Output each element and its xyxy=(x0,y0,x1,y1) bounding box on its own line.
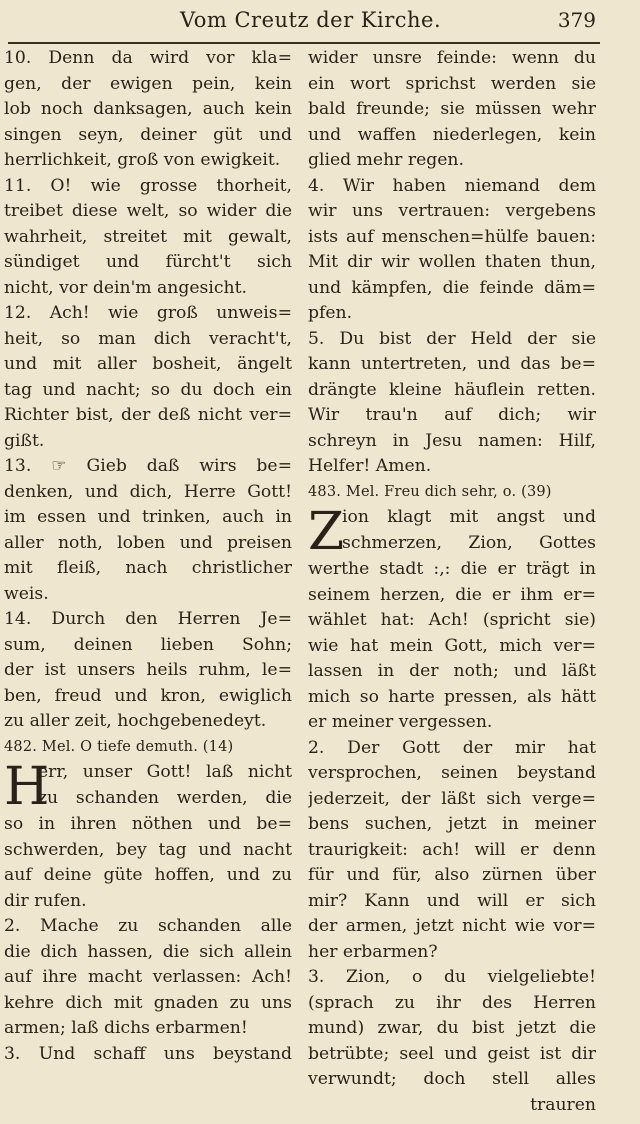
hymn-483-verse-2 xyxy=(308,736,596,966)
text-line: mit fleiß, nach christlicher xyxy=(4,558,292,578)
text-line: mir? Kann und will er sich xyxy=(308,890,596,911)
text-line: lassen in der noth; und läßt xyxy=(308,661,596,681)
text-line: treibet diese welt, so wider die xyxy=(4,201,292,221)
text-line: auf deine güte hoffen, und zu xyxy=(4,865,292,885)
left-column xyxy=(4,46,292,1067)
text-line: ein wort sprichst werden sie xyxy=(308,73,596,94)
text-line: weis. xyxy=(4,583,49,604)
text-line: versprochen, seinen beystand xyxy=(308,763,596,783)
text-line: wahrheit, streitet mit gewalt, xyxy=(4,226,292,247)
text-line: bald freunde; sie müssen wehr xyxy=(308,99,596,119)
text-line: 2. Mache zu schanden alle xyxy=(4,916,292,936)
text-line: aller noth, loben und preisen xyxy=(4,532,292,553)
verse-10 xyxy=(4,46,292,174)
hymn-482-verse-4 xyxy=(308,174,596,327)
text-line: nicht, vor dein'm angesicht. xyxy=(4,277,247,298)
text-line: herrlichkeit, groß von ewigkeit. xyxy=(4,150,281,170)
hymn-483-verse-3 xyxy=(308,965,596,1093)
hymn-482-verse-2 xyxy=(4,914,292,1042)
text-line: jederzeit, der läßt sich verge= xyxy=(308,788,596,809)
text-line: schreyn in Jesu namen: Hilf, xyxy=(308,430,596,451)
text-line: 4. Wir haben niemand dem xyxy=(308,175,596,196)
verse-13 xyxy=(4,454,292,607)
text-line: 11. O! wie grosse thorheit, xyxy=(4,175,292,196)
text-line: Mit dir wir wollen thaten thun, xyxy=(308,252,596,272)
text-line: wie hat mein Gott, mich ver= xyxy=(308,635,596,656)
verse-12 xyxy=(4,301,292,454)
text-line: seinem herzen, die er ihm er= xyxy=(308,584,596,605)
text-line: auf ihre macht verlassen: Ach! xyxy=(4,967,292,987)
text-line: gen, der ewigen pein, kein xyxy=(4,73,292,94)
text-line: werthe stadt :,: die er trägt in xyxy=(308,559,596,579)
text-line: 5. Du bist der Held der sie xyxy=(308,328,596,349)
text-line: denken, und dich, Herre Gott! xyxy=(4,481,292,502)
hymn-483-verse-1 xyxy=(308,502,596,736)
text-line: und waffen niederlegen, kein xyxy=(308,124,596,145)
hymn-482-verse-5 xyxy=(308,327,596,480)
text-line: im essen und trinken, auch in xyxy=(4,507,292,527)
text-line: heit, so man dich veracht't, xyxy=(4,328,292,349)
text-line: Helfer! Amen. xyxy=(308,456,432,476)
text-line: und kämpfen, die feinde däm= xyxy=(308,277,596,298)
text-line: mich so harte pressen, als hätt xyxy=(308,686,596,707)
text-line: Richter bist, der deß nicht ver= xyxy=(4,405,292,425)
text-line: ion klagt mit angst und xyxy=(342,507,596,527)
text-line: ben, freud und kron, ewiglich xyxy=(4,685,292,706)
text-line: 10. Denn da wird vor kla= xyxy=(4,48,292,68)
text-line: mund) zwar, du bist jetzt die xyxy=(308,1018,596,1038)
text-line: wir uns vertrauen: vergebens xyxy=(308,201,596,221)
right-column xyxy=(308,46,596,1118)
text-line: kehre dich mit gnaden zu uns xyxy=(4,992,292,1013)
text-line: die dich hassen, die sich allein xyxy=(4,941,292,962)
hymn-482-heading: 482. Mel. O tiefe demuth. (14) xyxy=(4,738,234,755)
text-line: schmerzen, Zion, Gottes xyxy=(342,532,596,553)
verse-11 xyxy=(4,174,292,302)
text-line: sum, deinen lieben Sohn; xyxy=(4,634,292,655)
text-line: Wir trau'n auf dich; wir xyxy=(308,405,596,425)
text-line: der armen, jetzt nicht wie vor= xyxy=(308,916,596,936)
text-line: gißt. xyxy=(4,430,45,451)
text-line: singen seyn, deiner güt und xyxy=(4,124,292,145)
drop-capital: H xyxy=(4,757,50,817)
hymn-482-verse-3-start: 3. Und schaff uns beystand xyxy=(4,1043,292,1064)
text-line: lob noch danksagen, auch kein xyxy=(4,99,292,119)
text-line: 2. Der Gott der mir hat xyxy=(308,737,596,758)
page-number: 379 xyxy=(557,8,596,32)
running-head: Vom Creutz der Kirche. xyxy=(180,8,442,32)
text-line: zu aller zeit, hochgebenedeyt. xyxy=(4,711,267,731)
text-line: sündiget und fürcht't sich xyxy=(4,252,292,272)
verse-14 xyxy=(4,607,292,735)
text-line: kann untertreten, und das be= xyxy=(308,354,596,374)
text-line: betrübte; seel und geist ist dir xyxy=(308,1043,596,1064)
catchword: trauren xyxy=(530,1094,596,1115)
text-line: glied mehr regen. xyxy=(308,150,464,170)
text-line: und mit aller bosheit, ängelt xyxy=(4,354,292,374)
text-line: für und für, also zürnen über xyxy=(308,865,596,885)
hymn-483-heading: 483. Mel. Freu dich sehr, o. (39) xyxy=(308,483,552,500)
page-header xyxy=(0,6,640,40)
text-line: 12. Ach! wie groß unweis= xyxy=(4,303,292,323)
text-line: armen; laß dichs erbarmen! xyxy=(4,1018,248,1038)
text-line: drängte kleine häuflein retten. xyxy=(308,379,596,400)
hymn-482-verse-3-continued xyxy=(308,46,596,174)
text-line: verwundt; doch stell alles xyxy=(308,1069,596,1089)
drop-capital: Z xyxy=(308,502,345,562)
text-line: er meiner vergessen. xyxy=(308,712,493,732)
text-line: pfen. xyxy=(308,303,353,323)
text-line: ists auf menschen=hülfe bauen: xyxy=(308,226,596,247)
text-line: schwerden, bey tag und nacht xyxy=(4,839,292,860)
text-line: 3. Zion, o du vielgeliebte! xyxy=(308,967,596,987)
text-line: wählet hat: Ach! (spricht sie) xyxy=(308,610,596,630)
text-line: 13. ☞ Gieb daß wirs be= xyxy=(4,456,292,476)
text-line: her erbarmen? xyxy=(308,941,438,962)
text-line: wider unsre feinde: wenn du xyxy=(308,48,596,68)
text-line: traurigkeit: ach! will er denn xyxy=(308,839,596,860)
text-line: der ist unsers heils ruhm, le= xyxy=(4,660,292,680)
text-line: tag und nacht; so du doch ein xyxy=(4,379,292,400)
text-line: (sprach zu ihr des Herren xyxy=(308,992,596,1013)
text-line: dir rufen. xyxy=(4,890,87,911)
text-line: zu schanden werden, die xyxy=(38,787,292,808)
text-line: 14. Durch den Herren Je= xyxy=(4,609,292,629)
header-rule xyxy=(8,42,600,44)
hymn-482-verse-1 xyxy=(4,757,292,914)
text-line: so in ihren nöthen und be= xyxy=(4,814,292,834)
text-line: err, unser Gott! laß nicht xyxy=(38,762,292,782)
text-line: bens suchen, jetzt in meiner xyxy=(308,814,596,834)
